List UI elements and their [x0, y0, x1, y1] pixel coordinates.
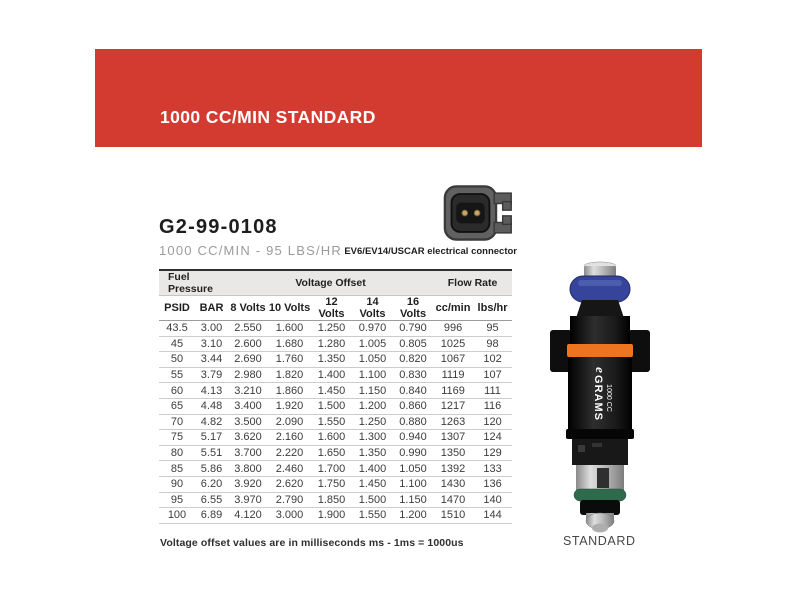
table-cell: 102: [473, 352, 512, 368]
table-cell: 1.150: [352, 383, 393, 399]
column-header: 14 Volts: [352, 296, 393, 321]
table-cell: 55: [159, 367, 195, 383]
page-title: 1000 CC/MIN STANDARD: [160, 107, 376, 127]
table-cell: 3.44: [195, 352, 228, 368]
table-row: [159, 321, 512, 337]
table-cell: 1.100: [352, 367, 393, 383]
table-cell: 1.450: [311, 383, 352, 399]
electrical-connector-icon: [443, 184, 515, 242]
table-cell: 3.620: [228, 430, 268, 446]
table-cell: 1.680: [268, 336, 311, 352]
table-cell: 133: [473, 461, 512, 477]
column-header: 10 Volts: [268, 296, 311, 321]
table-cell: 1510: [433, 508, 473, 524]
column-header: PSID: [159, 296, 195, 321]
table-cell: 65: [159, 398, 195, 414]
table-cell: 5.17: [195, 430, 228, 446]
group-header: Fuel Pressure: [159, 270, 228, 296]
injector-size-text: 1000 CC: [605, 384, 612, 412]
table-cell: 2.460: [268, 461, 311, 477]
column-header: cc/min: [433, 296, 473, 321]
table-cell: 1169: [433, 383, 473, 399]
table-cell: 70: [159, 414, 195, 430]
table-cell: 0.790: [393, 321, 433, 337]
table-cell: 90: [159, 476, 195, 492]
table-cell: 1.200: [393, 508, 433, 524]
column-header: BAR: [195, 296, 228, 321]
table-cell: 2.090: [268, 414, 311, 430]
table-cell: 4.13: [195, 383, 228, 399]
table-cell: 1.050: [352, 352, 393, 368]
table-cell: 6.20: [195, 476, 228, 492]
table-cell: 1.920: [268, 398, 311, 414]
table-cell: 996: [433, 321, 473, 337]
flow-spec-table: [159, 269, 512, 524]
table-cell: 1025: [433, 336, 473, 352]
table-cell: 1.100: [393, 476, 433, 492]
part-subtitle: 1000 CC/MIN - 95 LBS/HR: [159, 243, 342, 258]
table-cell: 6.55: [195, 492, 228, 508]
table-cell: 0.880: [393, 414, 433, 430]
table-cell: 95: [159, 492, 195, 508]
column-header: 8 Volts: [228, 296, 268, 321]
column-header: lbs/hr: [473, 296, 512, 321]
column-header: 12 Volts: [311, 296, 352, 321]
table-cell: 3.79: [195, 367, 228, 383]
table-cell: 2.980: [228, 367, 268, 383]
table-cell: 3.920: [228, 476, 268, 492]
table-cell: 0.805: [393, 336, 433, 352]
table-cell: 1307: [433, 430, 473, 446]
table-cell: 1.900: [311, 508, 352, 524]
table-cell: 95: [473, 321, 512, 337]
table-cell: 1217: [433, 398, 473, 414]
table-cell: 3.970: [228, 492, 268, 508]
table-row: [159, 398, 512, 414]
table-cell: 2.550: [228, 321, 268, 337]
title-banner: [95, 49, 702, 147]
table-row: [159, 430, 512, 446]
table-cell: 1.400: [352, 461, 393, 477]
table-cell: 98: [473, 336, 512, 352]
table-cell: 0.840: [393, 383, 433, 399]
table-cell: 43.5: [159, 321, 195, 337]
part-number: G2-99-0108: [159, 216, 278, 238]
table-cell: 1.500: [352, 492, 393, 508]
column-header-row: [159, 296, 512, 321]
table-cell: 144: [473, 508, 512, 524]
table-cell: 136: [473, 476, 512, 492]
table-cell: 2.220: [268, 445, 311, 461]
table-cell: 1392: [433, 461, 473, 477]
table-cell: 1.760: [268, 352, 311, 368]
table-cell: 1263: [433, 414, 473, 430]
table-row: [159, 476, 512, 492]
table-cell: 3.00: [195, 321, 228, 337]
table-cell: 85: [159, 461, 195, 477]
table-cell: 0.830: [393, 367, 433, 383]
injector-image: [540, 250, 660, 535]
table-cell: 1.050: [393, 461, 433, 477]
table-cell: 1.350: [311, 352, 352, 368]
table-cell: 1.600: [268, 321, 311, 337]
table-cell: 129: [473, 445, 512, 461]
table-cell: 0.940: [393, 430, 433, 446]
table-cell: 124: [473, 430, 512, 446]
table-cell: 3.210: [228, 383, 268, 399]
table-cell: 1.450: [352, 476, 393, 492]
table-cell: 2.620: [268, 476, 311, 492]
table-cell: 1.820: [268, 367, 311, 383]
connector-label: EV6/EV14/USCAR electrical connector: [344, 246, 517, 257]
table-row: [159, 383, 512, 399]
table-cell: 5.86: [195, 461, 228, 477]
table-cell: 1.550: [311, 414, 352, 430]
table-cell: 4.48: [195, 398, 228, 414]
table-cell: 1.280: [311, 336, 352, 352]
table-cell: 1.500: [311, 398, 352, 414]
table-cell: 2.690: [228, 352, 268, 368]
table-cell: 111: [473, 383, 512, 399]
table-cell: 6.89: [195, 508, 228, 524]
injector-logo-glyph: e: [593, 367, 608, 373]
table-cell: 3.000: [268, 508, 311, 524]
injector-brand-text: GRAMS: [592, 375, 604, 421]
table-cell: 3.700: [228, 445, 268, 461]
table-cell: 0.990: [393, 445, 433, 461]
table-cell: 107: [473, 367, 512, 383]
injector-caption: STANDARD: [563, 534, 636, 548]
table-cell: 1.350: [352, 445, 393, 461]
group-header-row: [159, 270, 512, 296]
table-cell: 100: [159, 508, 195, 524]
footnote: Voltage offset values are in milliseconds ms - 1ms = 1000us: [160, 537, 464, 549]
table-cell: 2.600: [228, 336, 268, 352]
table-cell: 1.005: [352, 336, 393, 352]
table-row: [159, 367, 512, 383]
table-cell: 0.860: [393, 398, 433, 414]
table-cell: 116: [473, 398, 512, 414]
table-cell: 1.250: [311, 321, 352, 337]
table-cell: 45: [159, 336, 195, 352]
table-cell: 1350: [433, 445, 473, 461]
table-row: [159, 336, 512, 352]
table-cell: 75: [159, 430, 195, 446]
table-cell: 1.250: [352, 414, 393, 430]
table-row: [159, 492, 512, 508]
table-cell: 1.550: [352, 508, 393, 524]
table-cell: 1.600: [311, 430, 352, 446]
table-cell: 4.82: [195, 414, 228, 430]
table-cell: 80: [159, 445, 195, 461]
table-cell: 1067: [433, 352, 473, 368]
table-cell: 2.790: [268, 492, 311, 508]
table-cell: 1.750: [311, 476, 352, 492]
table-cell: 1.200: [352, 398, 393, 414]
table-row: [159, 508, 512, 524]
table-cell: 1119: [433, 367, 473, 383]
table-cell: 1.150: [393, 492, 433, 508]
group-header: Voltage Offset: [228, 270, 433, 296]
table-row: [159, 461, 512, 477]
table-cell: 4.120: [228, 508, 268, 524]
table-cell: 3.800: [228, 461, 268, 477]
table-cell: 1.860: [268, 383, 311, 399]
table-row: [159, 352, 512, 368]
table-cell: 1.400: [311, 367, 352, 383]
table-cell: 50: [159, 352, 195, 368]
table-cell: 0.970: [352, 321, 393, 337]
table-cell: 1470: [433, 492, 473, 508]
table-cell: 3.10: [195, 336, 228, 352]
table-cell: 3.500: [228, 414, 268, 430]
table-cell: 1.300: [352, 430, 393, 446]
table-cell: 1.650: [311, 445, 352, 461]
group-header: Flow Rate: [433, 270, 512, 296]
table-cell: 3.400: [228, 398, 268, 414]
column-header: 16 Volts: [393, 296, 433, 321]
table-cell: 1.700: [311, 461, 352, 477]
table-cell: 5.51: [195, 445, 228, 461]
table-cell: 2.160: [268, 430, 311, 446]
table-row: [159, 445, 512, 461]
table-cell: 120: [473, 414, 512, 430]
table-row: [159, 414, 512, 430]
table-cell: 60: [159, 383, 195, 399]
table-cell: 1.850: [311, 492, 352, 508]
table-cell: 0.820: [393, 352, 433, 368]
table-cell: 140: [473, 492, 512, 508]
table-cell: 1430: [433, 476, 473, 492]
